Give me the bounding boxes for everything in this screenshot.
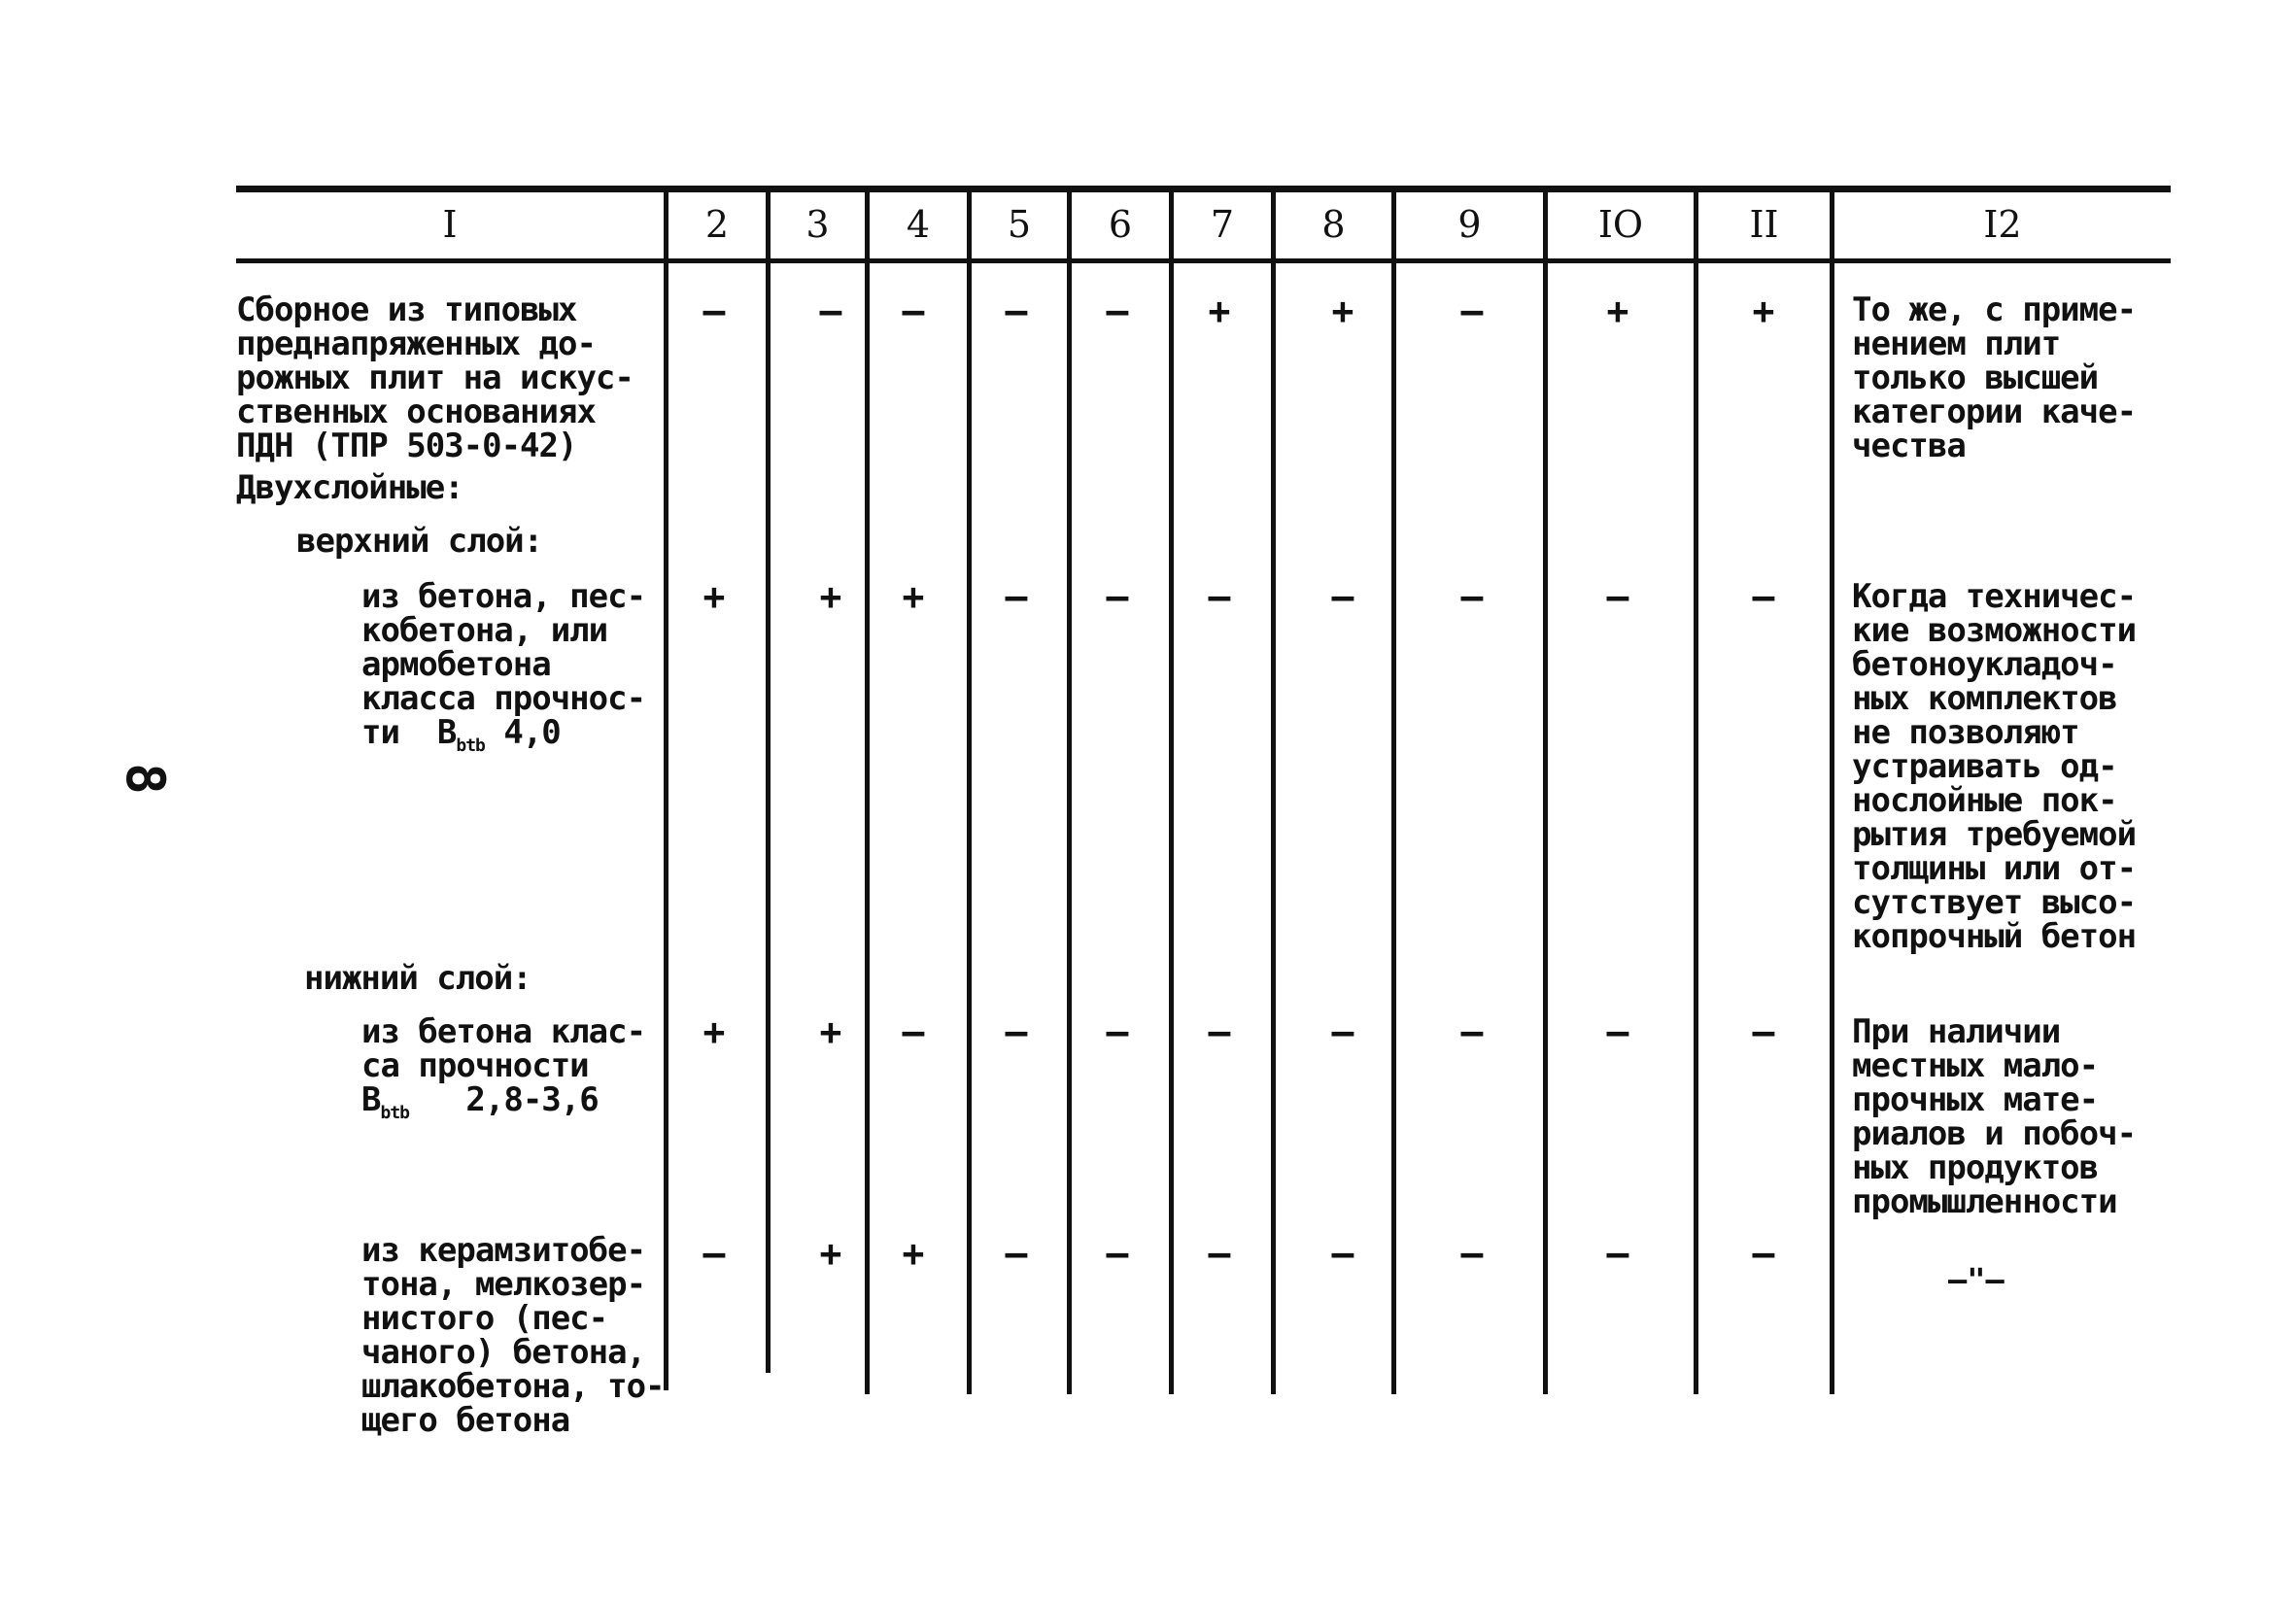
mark: – (1005, 1010, 1028, 1053)
header-col-12: I2 (1983, 203, 2022, 246)
mark: – (1331, 1010, 1354, 1053)
mark: – (902, 1010, 925, 1053)
row-2-label-text: из бетона, пес- кобетона, или армобетона класса прочнос- ти B (361, 577, 646, 752)
column-divider (1067, 186, 1072, 1394)
column-divider (967, 186, 972, 1394)
mark: – (1752, 1010, 1775, 1053)
row-2-note: Когда техничес- кие возможности бетоноукладоч- ных комплектов не позволяют устраивать од- нослойные пок- рытия требуемой толщины или от- сутствует высо- копрочный бетон (1852, 577, 2137, 956)
mark: – (1005, 1232, 1028, 1275)
mark: – (1331, 1232, 1354, 1275)
row-3-label-text: из бетона клас- са прочности B (361, 1012, 646, 1119)
top-rule (236, 186, 2171, 192)
column-divider (865, 186, 870, 1394)
mark: + (1331, 290, 1354, 332)
mark: + (703, 575, 726, 618)
row-2-label-sub: btb (456, 735, 485, 756)
row-4-label: из керамзитобе- тона, мелкозер- нистого (пес- чаного) бетона, шлакобетона, то- щего бетона (361, 1231, 665, 1440)
header-col-1: I (442, 203, 458, 246)
mark: – (703, 1232, 726, 1275)
header-col-3: 3 (805, 203, 830, 246)
header-col-11: II (1749, 203, 1779, 246)
mark: – (1460, 575, 1484, 618)
row-3-label-tail: 2,8-3,6 (465, 1080, 599, 1119)
section-top-layer: верхний слой: (296, 522, 543, 561)
row-4-note-ditto: –"– (1948, 1261, 2005, 1298)
header-col-6: 6 (1108, 203, 1133, 246)
mark: + (819, 1232, 842, 1275)
column-divider (766, 186, 771, 1373)
mark: – (1106, 1010, 1129, 1053)
column-divider (1543, 186, 1548, 1394)
mark: – (1208, 1010, 1231, 1053)
header-col-5: 5 (1007, 203, 1032, 246)
column-divider (1271, 186, 1276, 1394)
mark: – (703, 290, 726, 332)
header-rule (236, 258, 2171, 263)
page-number: 8 (114, 763, 176, 795)
mark: – (1331, 575, 1354, 618)
column-divider (1830, 186, 1834, 1394)
header-col-7: 7 (1210, 203, 1235, 246)
mark: – (1606, 575, 1629, 618)
header-col-2: 2 (704, 203, 730, 246)
mark: + (703, 1010, 726, 1053)
header-col-4: 4 (906, 203, 931, 246)
mark: – (1460, 1232, 1484, 1275)
section-bottom-layer: нижний слой: (304, 959, 531, 998)
header-col-8: 8 (1321, 203, 1346, 246)
header-col-9: 9 (1457, 203, 1482, 246)
mark: – (1752, 575, 1775, 618)
mark: – (1106, 575, 1129, 618)
row-2-label (361, 577, 646, 763)
row-1-label: Сборное из типовых преднапряженных до- рожных плит на искус- ственных основаниях ПДН (ТПР 503-0-42) (236, 291, 634, 465)
mark: – (1606, 1010, 1629, 1053)
mark: – (902, 290, 925, 332)
row-3-label-sub: btb (380, 1102, 409, 1123)
mark: – (1208, 575, 1231, 618)
mark: + (902, 1232, 925, 1275)
mark: – (1005, 575, 1028, 618)
column-divider (664, 186, 668, 1390)
mark: + (819, 1010, 842, 1053)
mark: + (819, 575, 842, 618)
mark: – (1752, 1232, 1775, 1275)
header-col-10: IO (1597, 203, 1644, 246)
mark: + (902, 575, 925, 618)
row-3-note: При наличии местных мало- прочных мате- риалов и побоч- ных продуктов промышленности (1852, 1012, 2137, 1221)
section-two-layer: Двухслойные: (236, 468, 463, 507)
mark: + (1752, 290, 1775, 332)
mark: + (1606, 290, 1629, 332)
mark: – (1208, 1232, 1231, 1275)
column-divider (1169, 186, 1174, 1394)
mark: – (1005, 290, 1028, 332)
row-3-label (361, 1012, 646, 1130)
column-divider (1694, 186, 1698, 1394)
mark: – (1106, 290, 1129, 332)
column-divider (1391, 186, 1396, 1394)
mark: – (1106, 1232, 1129, 1275)
mark: + (1208, 290, 1231, 332)
mark: – (1606, 1232, 1629, 1275)
row-1-note: То же, с приме- нением плит только высшей категории каче- чества (1852, 291, 2137, 465)
mark: – (819, 290, 842, 332)
mark: – (1460, 1010, 1484, 1053)
mark: – (1460, 290, 1484, 332)
row-2-label-tail: 4,0 (503, 713, 561, 752)
